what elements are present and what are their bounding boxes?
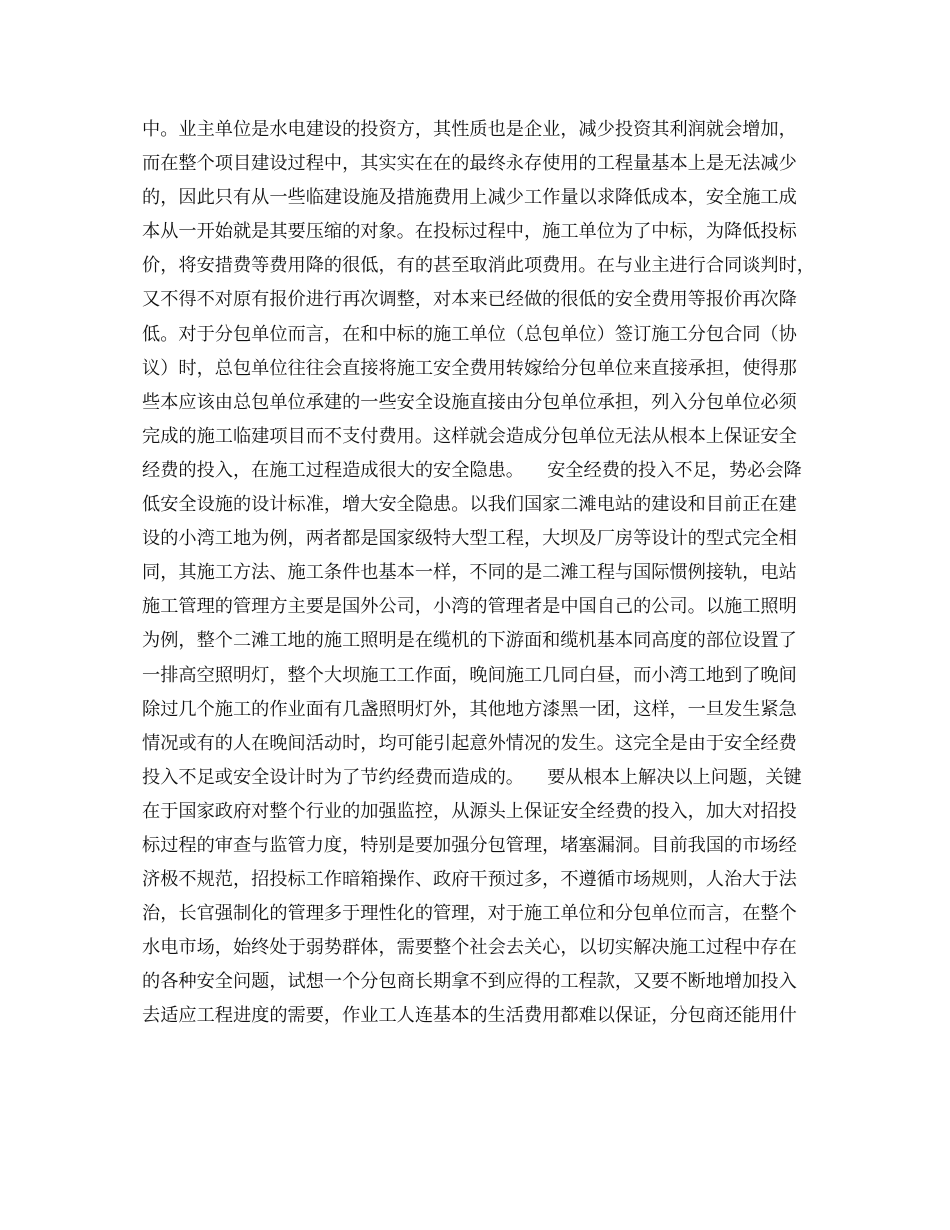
text-line: 同，其施工方法、施工条件也基本一样，不同的是二滩工程与国际惯例接轨，电站: [142, 562, 797, 584]
text-line: 完成的施工临建项目而不支付费用。这样就会造成分包单位无法从根本上保证安全: [142, 425, 797, 447]
text-line: 中。业主单位是水电建设的投资方，其性质也是企业，减少投资其利润就会增加，: [142, 119, 797, 140]
text-line: 的，因此只有从一些临建设施及措施费用上减少工作量以求降低成本，安全施工成: [142, 187, 797, 209]
text-line: 低安全设施的设计标准，增大安全隐患。以我们国家二滩电站的建设和目前正在建: [142, 494, 797, 516]
text-line: 在于国家政府对整个行业的加强监控，从源头上保证安全经费的投入，加大对招投: [142, 800, 797, 822]
text-line: 议）时，总包单位往往会直接将施工安全费用转嫁给分包单位来直接承担，使得那: [142, 357, 797, 379]
text-line: 些本应该由总包单位承建的一些安全设施直接由分包单位承担，列入分包单位必须: [142, 391, 797, 413]
body-text: [142, 113, 842, 1034]
text-line: 治，长官强制化的管理多于理性化的管理，对于施工单位和分包单位而言，在整个: [142, 903, 797, 925]
text-line: 又不得不对原有报价进行再次调整，对本来已经做的很低的安全费用等报价再次降: [142, 289, 797, 311]
text-line: 标过程的审查与监管力度，特别是要加强分包管理，堵塞漏洞。目前我国的市场经: [142, 834, 797, 856]
text-line: 一排高空照明灯，整个大坝施工工作面，晚间施工几同白昼，而小湾工地到了晚间: [142, 664, 797, 686]
text-line: 价，将安措费等费用降的很低，有的甚至取消此项费用。在与业主进行合同谈判时，: [142, 255, 815, 277]
text-line: 本从一开始就是其要压缩的对象。在投标过程中，施工单位为了中标，为降低投标: [142, 221, 797, 243]
text-line: 施工管理的管理方主要是国外公司，小湾的管理者是中国自己的公司。以施工照明: [142, 596, 797, 618]
text-line: 情况或有的人在晚间活动时，均可能引起意外情况的发生。这完全是由于安全经费: [142, 732, 797, 754]
text-line: 水电市场，始终处于弱势群体，需要整个社会去关心，以切实解决施工过程中存在: [142, 937, 797, 959]
text-line: 低。对于分包单位而言，在和中标的施工单位（总包单位）签订施工分包合同（协: [142, 323, 797, 345]
text-line: 为例，整个二滩工地的施工照明是在缆机的下游面和缆机基本同高度的部位设置了: [142, 630, 797, 652]
text-line: 而在整个项目建设过程中，其实实在在的最终永存使用的工程量基本上是无法减少: [142, 153, 797, 175]
text-line: 济极不规范，招投标工作暗箱操作、政府干预过多，不遵循市场规则，人治大于法: [142, 869, 797, 891]
text-line: 除过几个施工的作业面有几盏照明灯外，其他地方漆黑一团，这样，一旦发生紧急: [142, 698, 797, 720]
text-line: 的各种安全问题，试想一个分包商长期拿不到应得的工程款，又要不断地增加投入: [142, 971, 797, 993]
text-line: 去适应工程进度的需要，作业工人连基本的生活费用都难以保证，分包商还能用什: [142, 1005, 797, 1027]
text-line: 经费的投入，在施工过程造成很大的安全隐患。 安全经费的投入不足，势必会降: [142, 459, 802, 481]
text-line: 投入不足或安全设计时为了节约经费而造成的。 要从根本上解决以上问题，关键: [142, 766, 802, 788]
text-line: 设的小湾工地为例，两者都是国家级特大型工程，大坝及厂房等设计的型式完全相: [142, 528, 797, 550]
